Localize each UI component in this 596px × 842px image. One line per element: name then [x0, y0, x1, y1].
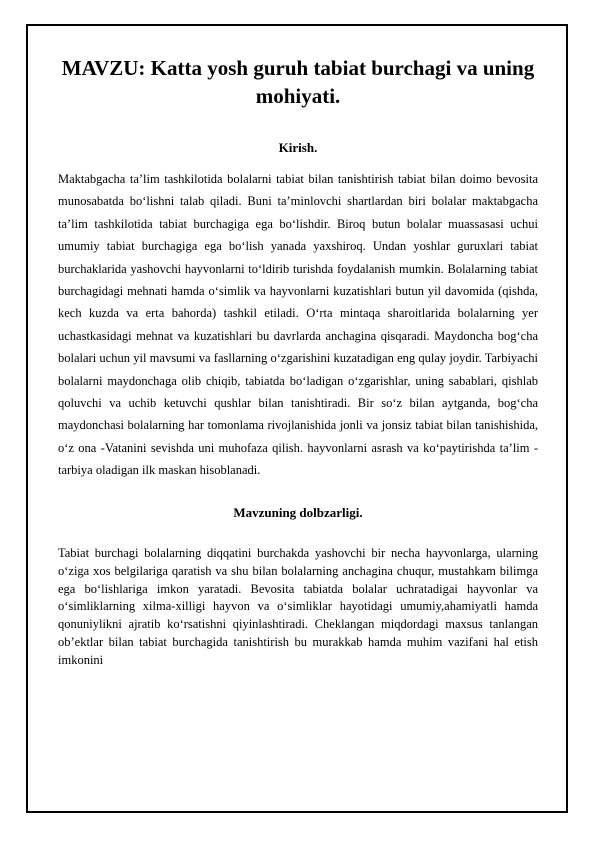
document-title: MAVZU: Katta yosh guruh tabiat burchagi va uning mohiyati. [61, 56, 535, 108]
document-body [58, 54, 538, 670]
section-heading-kirish: Kirish. [278, 140, 318, 155]
paragraph-dolzarbligi: Tabiat burchagi bolalarning diqqatini burchakda yashovchi bir necha hayvonlarga, ularning o‘ziga xos belgilariga qaratish va shu bilan bolalarning anchagina chuqur, mustahkam bilimga ega bo‘lishlariga imkon yaratadi. Bevosita tabiatda bolalar uchratadigai hayvonlar va o‘simliklarning xilma-xilligi hayvon va o‘simliklar hayotidagi umumiy,ahamiyatli hamda qonuniylikni ajratib ko‘rsatishni qiyinlashtiradi. Cheklangan miqdordagi maxsus tanlangan ob’ektlar bilan tabiat burchagida tanishtirish bu murakkab hamda muhim vazifani hal etish imkonini [58, 545, 538, 668]
paragraph-kirish: Maktabgacha ta’lim tashkilotida bolalarni tabiat bilan tanishtirish tabiat bilan doimo bevosita munosabatda bo‘lishni talab qiladi. Buni ta’minlovchi shartlardan biri bolalar maktabgacha ta’lim tashkilotida tabiat burchagiga ega bo‘lishdir. Biroq butun bolalar muassasasi uchui umumiy tabiat burchagiga ega bo‘lish yanada yaxshiroq. Undan yoshlar guruxlari tabiat burchaklarida yashovchi hayvonlarni to‘ldirib turishda foydalanish mumkin. Bolalarning tabiat burchagidagi mehnati hamda o‘simlik va hayvonlarni kuzatishlari butun yil davomida (qishda, kech kuzda va erta bahorda) tashkil etiladi. O‘rta mintaqa sharoitlarida bolalarning yer uchastkasidagi mehnat va kuzatishlari bu davrlarda anchagina qisqaradi. Maydoncha bog‘cha bolalari uchun yil mavsumi va fasllarning o‘zgarishini kuzatadigan eng qulay joydir. Tarbiyachi bolalarni maydonchaga olib chiqib, tabiatda bo‘ladigan o‘zgarishlar, uning sabablari, qishlab qoluvchi va uchib ketuvchi qushlar bilan tanishtiradi. Bir so‘z bilan aytganda, bog‘cha maydonchasi bolalarning har tomonlama rivojlanishida jonli va jonsiz tabiat bilan tanishishida, o‘z ona -Vatanini sevishda uni muhofaza qilish. hayvonlarni asrash va ko‘paytirishda ta’lim - tarbiya oladigan ilk maskan hisoblanadi. [58, 172, 538, 478]
section-heading-dolzarbligi: Mavzuning dolbzarligi. [233, 504, 363, 520]
